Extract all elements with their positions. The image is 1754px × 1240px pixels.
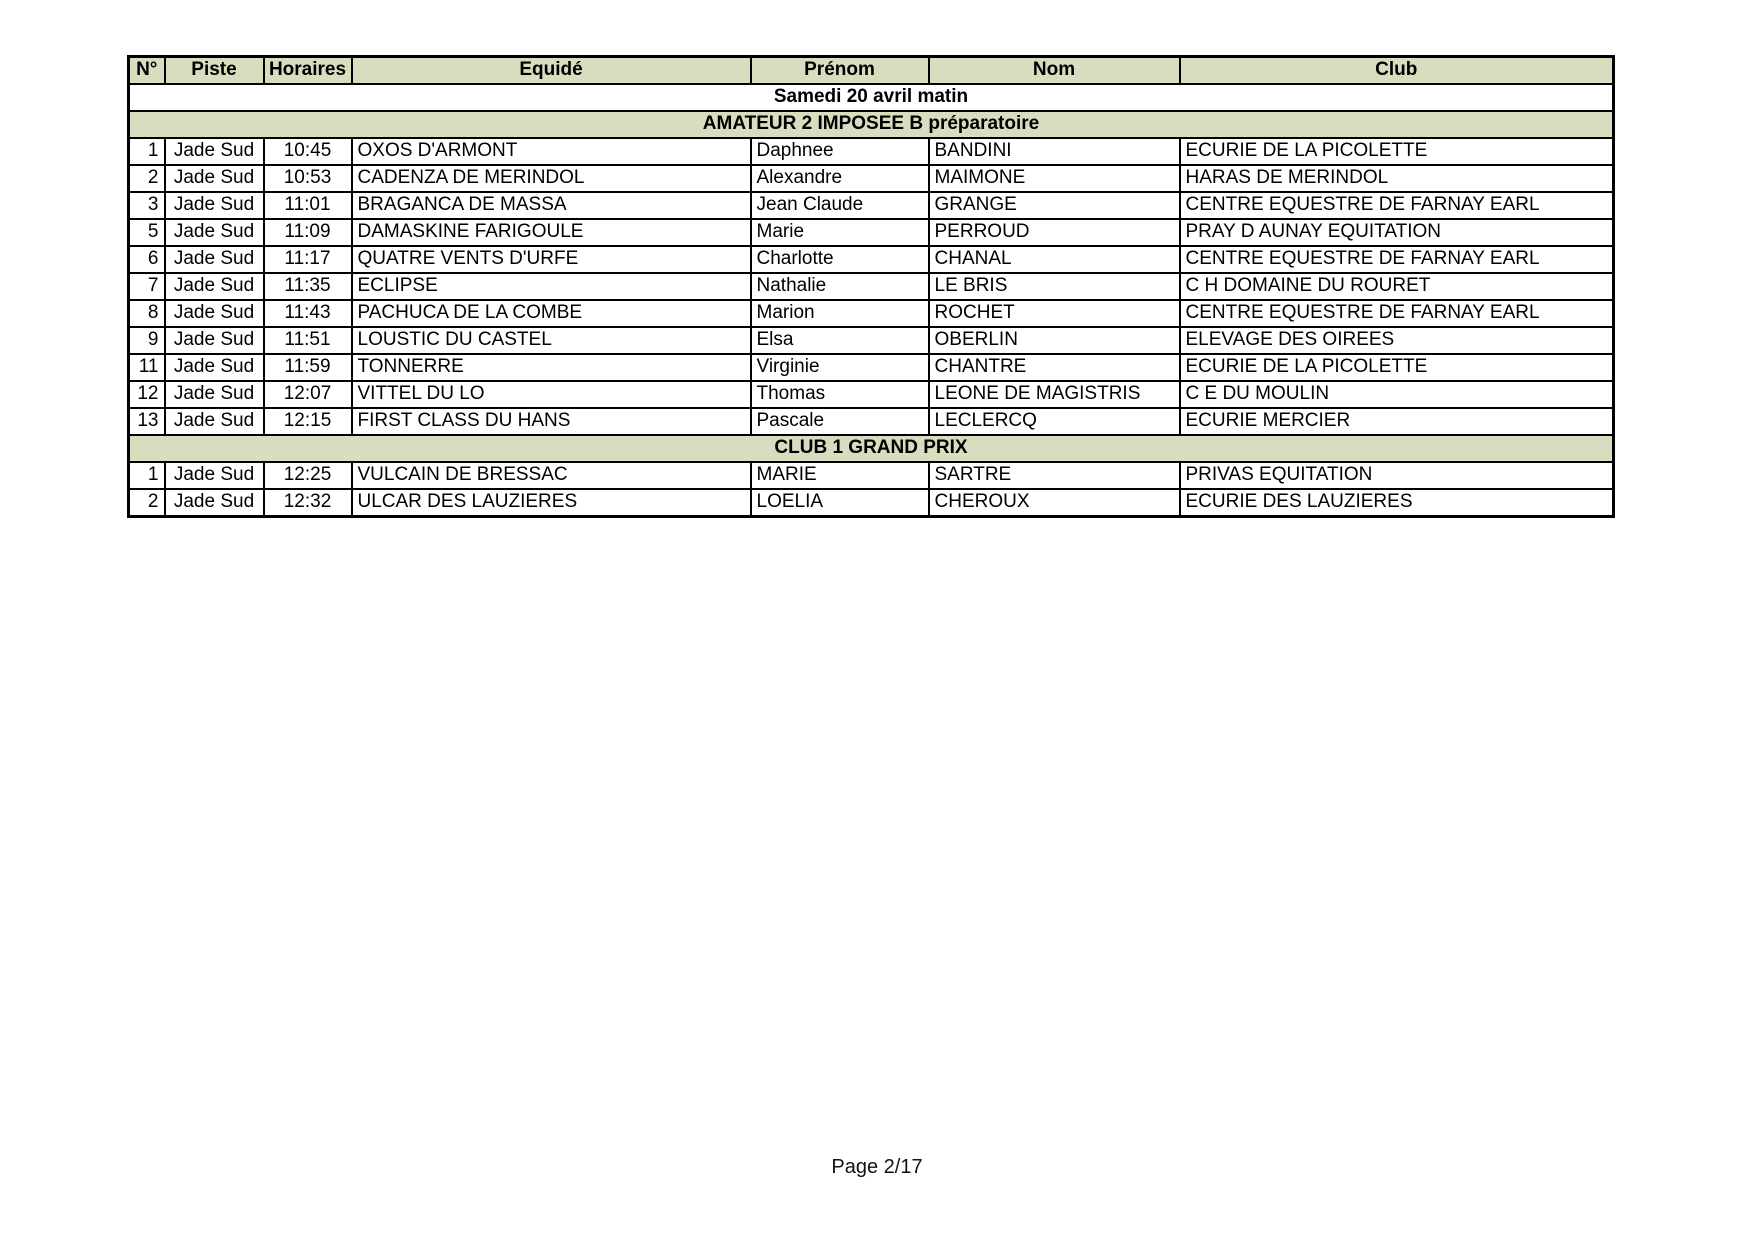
cell-num: 13 (129, 408, 165, 435)
cell-nom: LECLERCQ (929, 408, 1180, 435)
cell-equide: CADENZA DE MERINDOL (352, 165, 751, 192)
cell-num: 2 (129, 165, 165, 192)
table-row (129, 246, 1614, 273)
header-row (129, 57, 1614, 85)
cell-horaires: 11:01 (264, 192, 352, 219)
table-row (129, 408, 1614, 435)
cell-num: 11 (129, 354, 165, 381)
cell-club: ECURIE DE LA PICOLETTE (1180, 138, 1614, 165)
cell-club: HARAS DE MERINDOL (1180, 165, 1614, 192)
cell-equide: QUATRE VENTS D'URFE (352, 246, 751, 273)
cell-num: 8 (129, 300, 165, 327)
cell-nom: CHEROUX (929, 489, 1180, 517)
cell-club: C H DOMAINE DU ROURET (1180, 273, 1614, 300)
section-header-row (129, 435, 1614, 462)
cell-equide: OXOS D'ARMONT (352, 138, 751, 165)
cell-equide: TONNERRE (352, 354, 751, 381)
cell-horaires: 10:53 (264, 165, 352, 192)
cell-prenom: Alexandre (751, 165, 929, 192)
cell-prenom: MARIE (751, 462, 929, 489)
cell-nom: GRANGE (929, 192, 1180, 219)
cell-piste: Jade Sud (165, 219, 264, 246)
table-row (129, 219, 1614, 246)
cell-club: ECURIE DE LA PICOLETTE (1180, 354, 1614, 381)
cell-horaires: 11:17 (264, 246, 352, 273)
cell-prenom: Elsa (751, 327, 929, 354)
table-row (129, 165, 1614, 192)
column-header-prenom: Prénom (751, 57, 929, 85)
cell-equide: VITTEL DU LO (352, 381, 751, 408)
cell-horaires: 12:32 (264, 489, 352, 517)
column-header-num: N° (129, 57, 165, 85)
table-row (129, 300, 1614, 327)
cell-num: 9 (129, 327, 165, 354)
day-header-row (129, 84, 1614, 111)
column-header-piste: Piste (165, 57, 264, 85)
cell-num: 6 (129, 246, 165, 273)
cell-num: 3 (129, 192, 165, 219)
cell-club: CENTRE EQUESTRE DE FARNAY EARL (1180, 246, 1614, 273)
cell-num: 5 (129, 219, 165, 246)
cell-equide: ULCAR DES LAUZIERES (352, 489, 751, 517)
cell-prenom: Thomas (751, 381, 929, 408)
table-row (129, 273, 1614, 300)
table-row (129, 354, 1614, 381)
cell-num: 12 (129, 381, 165, 408)
cell-nom: LEONE DE MAGISTRIS (929, 381, 1180, 408)
cell-piste: Jade Sud (165, 273, 264, 300)
cell-horaires: 11:59 (264, 354, 352, 381)
cell-piste: Jade Sud (165, 165, 264, 192)
cell-prenom: Pascale (751, 408, 929, 435)
cell-nom: OBERLIN (929, 327, 1180, 354)
cell-num: 1 (129, 462, 165, 489)
cell-club: CENTRE EQUESTRE DE FARNAY EARL (1180, 192, 1614, 219)
cell-piste: Jade Sud (165, 462, 264, 489)
cell-horaires: 10:45 (264, 138, 352, 165)
cell-prenom: Virginie (751, 354, 929, 381)
cell-nom: ROCHET (929, 300, 1180, 327)
cell-equide: FIRST CLASS DU HANS (352, 408, 751, 435)
cell-nom: BANDINI (929, 138, 1180, 165)
cell-horaires: 11:43 (264, 300, 352, 327)
table-row (129, 489, 1614, 517)
cell-prenom: Marion (751, 300, 929, 327)
cell-num: 1 (129, 138, 165, 165)
cell-equide: VULCAIN DE BRESSAC (352, 462, 751, 489)
cell-num: 7 (129, 273, 165, 300)
cell-club: CENTRE EQUESTRE DE FARNAY EARL (1180, 300, 1614, 327)
cell-equide: ECLIPSE (352, 273, 751, 300)
cell-prenom: Nathalie (751, 273, 929, 300)
page-number: Page 2/17 (831, 1156, 923, 1178)
cell-nom: PERROUD (929, 219, 1180, 246)
cell-piste: Jade Sud (165, 300, 264, 327)
cell-piste: Jade Sud (165, 246, 264, 273)
column-header-nom: Nom (929, 57, 1180, 85)
cell-nom: CHANAL (929, 246, 1180, 273)
table-row (129, 192, 1614, 219)
cell-piste: Jade Sud (165, 327, 264, 354)
table-row (129, 381, 1614, 408)
cell-club: ELEVAGE DES OIREES (1180, 327, 1614, 354)
cell-nom: CHANTRE (929, 354, 1180, 381)
cell-piste: Jade Sud (165, 354, 264, 381)
cell-piste: Jade Sud (165, 192, 264, 219)
column-header-horaires: Horaires (264, 57, 352, 85)
cell-nom: MAIMONE (929, 165, 1180, 192)
day-header: Samedi 20 avril matin (129, 84, 1614, 111)
section-header: CLUB 1 GRAND PRIX (129, 435, 1614, 462)
cell-equide: BRAGANCA DE MASSA (352, 192, 751, 219)
column-header-club: Club (1180, 57, 1614, 85)
cell-nom: LE BRIS (929, 273, 1180, 300)
cell-piste: Jade Sud (165, 408, 264, 435)
cell-piste: Jade Sud (165, 489, 264, 517)
cell-prenom: Marie (751, 219, 929, 246)
cell-nom: SARTRE (929, 462, 1180, 489)
schedule-table (127, 55, 1615, 518)
cell-equide: PACHUCA DE LA COMBE (352, 300, 751, 327)
column-header-equide: Equidé (352, 57, 751, 85)
table-row (129, 138, 1614, 165)
section-header-row (129, 111, 1614, 138)
section-header: AMATEUR 2 IMPOSEE B préparatoire (129, 111, 1614, 138)
cell-prenom: Charlotte (751, 246, 929, 273)
cell-club: C E DU MOULIN (1180, 381, 1614, 408)
cell-piste: Jade Sud (165, 138, 264, 165)
cell-equide: LOUSTIC DU CASTEL (352, 327, 751, 354)
cell-horaires: 12:07 (264, 381, 352, 408)
cell-club: ECURIE MERCIER (1180, 408, 1614, 435)
cell-prenom: Daphnee (751, 138, 929, 165)
table-row (129, 327, 1614, 354)
cell-horaires: 12:15 (264, 408, 352, 435)
cell-club: PRAY D AUNAY EQUITATION (1180, 219, 1614, 246)
cell-horaires: 11:09 (264, 219, 352, 246)
cell-equide: DAMASKINE FARIGOULE (352, 219, 751, 246)
cell-club: PRIVAS EQUITATION (1180, 462, 1614, 489)
cell-horaires: 12:25 (264, 462, 352, 489)
cell-club: ECURIE DES LAUZIERES (1180, 489, 1614, 517)
cell-prenom: Jean Claude (751, 192, 929, 219)
cell-prenom: LOELIA (751, 489, 929, 517)
cell-horaires: 11:51 (264, 327, 352, 354)
cell-piste: Jade Sud (165, 381, 264, 408)
cell-horaires: 11:35 (264, 273, 352, 300)
cell-num: 2 (129, 489, 165, 517)
table-row (129, 462, 1614, 489)
